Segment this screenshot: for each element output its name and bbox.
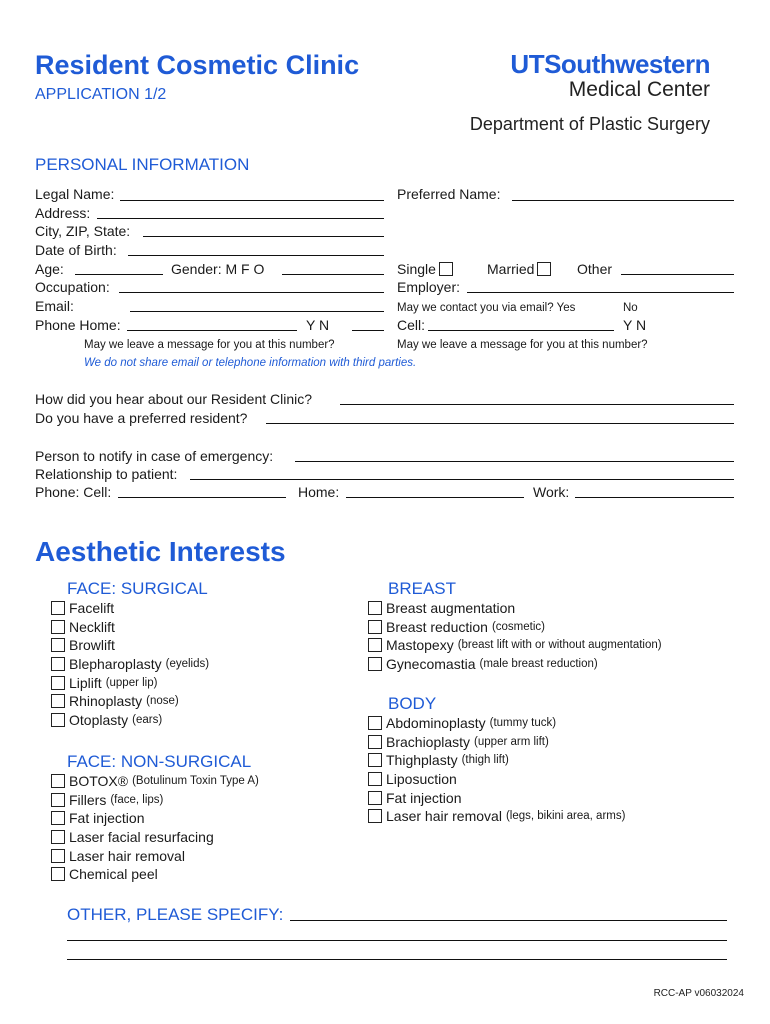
checkbox-option[interactable] (368, 807, 625, 826)
option-note: (upper lip) (105, 676, 158, 689)
checkbox-option[interactable] (51, 711, 209, 730)
checkbox[interactable] (368, 735, 382, 749)
option-label: Chemical peel (69, 866, 158, 883)
face-surgical-heading: FACE: SURGICAL (67, 579, 208, 598)
checkbox[interactable] (368, 753, 382, 767)
checkbox[interactable] (51, 811, 65, 825)
option-label: Laser hair removal (69, 847, 185, 864)
option-note: (tummy tuck) (489, 717, 557, 730)
option-label: Breast reduction (386, 618, 488, 635)
option-label: Gynecomastia (386, 656, 476, 673)
checkbox-option[interactable] (51, 599, 209, 618)
breast-list (368, 599, 662, 673)
employer-field[interactable] (467, 292, 734, 293)
dob-label: Date of Birth: (35, 242, 117, 258)
checkbox[interactable] (51, 830, 65, 844)
option-label: Facelift (69, 600, 115, 617)
phone-cell-label: Phone: Cell: (35, 484, 112, 500)
option-note: (Botulinum Toxin Type A) (132, 775, 259, 788)
city-label: City, ZIP, State: (35, 223, 131, 239)
dob-field[interactable] (128, 255, 384, 256)
checkbox[interactable] (368, 638, 382, 652)
checkbox[interactable] (51, 657, 65, 671)
option-label: Fat injection (386, 789, 462, 806)
other-specify-line-3[interactable] (67, 959, 727, 960)
option-label: Browlift (69, 637, 115, 654)
option-label: Mastopexy (386, 637, 454, 654)
checkbox-option[interactable] (51, 655, 209, 674)
phone-home-field[interactable] (127, 330, 297, 331)
option-label: Fillers (69, 791, 107, 808)
contact-email-question[interactable]: May we contact you via email? Yes (397, 302, 576, 314)
checkbox[interactable] (368, 716, 382, 730)
option-label: Blepharoplasty (69, 656, 162, 673)
checkbox-option[interactable] (368, 751, 625, 770)
checkbox-option[interactable] (368, 599, 662, 618)
gender-line (282, 274, 384, 275)
checkbox-option[interactable] (51, 692, 209, 711)
checkbox[interactable] (368, 809, 382, 823)
occupation-field[interactable] (119, 292, 384, 293)
age-label: Age: (35, 261, 64, 277)
checkbox[interactable] (368, 657, 382, 671)
logo-subname: Medical Center (568, 78, 710, 101)
legal-name-field[interactable] (120, 200, 384, 201)
preferred-name-label: Preferred Name: (397, 186, 501, 202)
checkbox[interactable] (368, 620, 382, 634)
married-checkbox[interactable] (537, 262, 551, 276)
age-field[interactable] (75, 274, 163, 275)
aesthetic-heading: Aesthetic Interests (35, 536, 286, 567)
checkbox-option[interactable] (51, 828, 259, 847)
department-name: Department of Plastic Surgery (469, 114, 710, 134)
option-note: (ears) (132, 713, 163, 726)
checkbox[interactable] (51, 793, 65, 807)
option-label: Liplift (69, 674, 102, 691)
checkbox-option[interactable] (51, 673, 209, 692)
option-label: Rhinoplasty (69, 693, 143, 710)
option-label: Otoplasty (69, 711, 129, 728)
preferred-resident-field[interactable] (266, 423, 734, 424)
email-label: Email: (35, 298, 74, 314)
option-label: Liposuction (386, 771, 457, 788)
checkbox[interactable] (51, 867, 65, 881)
message-home-question: May we leave a message for you at this number? (84, 339, 335, 351)
other-specify-heading: OTHER, PLEASE SPECIFY: (67, 905, 284, 924)
institution-logo (510, 50, 710, 102)
checkbox-option[interactable] (51, 865, 259, 884)
option-label: Brachioplasty (386, 733, 471, 750)
checkbox-option[interactable] (51, 772, 259, 791)
hear-about-field[interactable] (340, 404, 734, 405)
checkbox-option[interactable] (368, 788, 625, 807)
option-label: Necklift (69, 618, 115, 635)
home-label: Home: (298, 484, 340, 500)
option-label: Thighplasty (386, 752, 458, 769)
address-label: Address: (35, 205, 91, 221)
face-nonsurgical-heading: FACE: NON-SURGICAL (67, 752, 252, 771)
checkbox[interactable] (51, 713, 65, 727)
checkbox-option[interactable] (51, 791, 259, 810)
option-label: BOTOX® (69, 773, 129, 790)
checkbox-option[interactable] (368, 770, 625, 789)
page-title: Resident Cosmetic Clinic (35, 50, 360, 80)
option-label: Laser facial resurfacing (69, 829, 214, 846)
checkbox-option[interactable] (368, 733, 625, 752)
phone-home-line-end (352, 330, 384, 331)
gender-options[interactable]: Gender: M F O (171, 261, 265, 277)
checkbox-option[interactable] (368, 714, 625, 733)
personal-info-heading: PERSONAL INFORMATION (35, 155, 250, 174)
option-label: Breast augmentation (386, 600, 516, 617)
checkbox[interactable] (51, 676, 65, 690)
email-field[interactable] (130, 311, 384, 312)
phone-home-yn[interactable]: Y N (306, 317, 330, 333)
option-label: Abdominoplasty (386, 715, 486, 732)
checkbox[interactable] (368, 791, 382, 805)
option-note: (nose) (146, 695, 179, 708)
body-list (368, 714, 625, 826)
checkbox-option[interactable] (51, 846, 259, 865)
option-note: (eyelids) (165, 658, 210, 671)
relationship-field[interactable] (190, 479, 734, 480)
married-option[interactable] (487, 260, 555, 278)
breast-heading: BREAST (388, 579, 457, 598)
phone-home-label: Phone Home: (35, 317, 121, 333)
emergency-contact-field[interactable] (295, 461, 734, 462)
other-specify-line-2[interactable] (67, 940, 727, 941)
checkbox[interactable] (51, 601, 65, 615)
option-note: (legs, bikini area, arms) (505, 810, 626, 823)
checkbox-option[interactable] (368, 636, 662, 655)
single-checkbox[interactable] (439, 262, 453, 276)
phone-cell-field[interactable] (118, 497, 286, 498)
checkbox[interactable] (368, 772, 382, 786)
option-note: (male breast reduction) (479, 658, 598, 671)
cell-yn[interactable]: Y N (623, 317, 647, 333)
face-surgical-list (51, 599, 209, 729)
option-note: (thigh lift) (461, 754, 509, 767)
checkbox[interactable] (51, 774, 65, 788)
address-field[interactable] (97, 218, 384, 219)
checkbox[interactable] (51, 638, 65, 652)
other-status-field[interactable] (621, 274, 734, 275)
option-note: (face, lips) (110, 793, 164, 806)
married-label: Married (487, 261, 535, 277)
other-specify-field[interactable] (290, 920, 727, 921)
body-heading: BODY (388, 694, 437, 713)
cell-label: Cell: (397, 317, 426, 333)
other-status-label: Other (577, 261, 613, 277)
page-subtitle: APPLICATION 1/2 (35, 86, 167, 103)
checkbox-option[interactable] (368, 655, 662, 674)
city-field[interactable] (143, 236, 384, 237)
checkbox-option[interactable] (368, 618, 662, 637)
checkbox[interactable] (51, 620, 65, 634)
option-note: (breast lift with or without augmentation) (457, 639, 662, 652)
relationship-label: Relationship to patient: (35, 466, 178, 482)
option-note: (upper arm lift) (474, 735, 549, 748)
single-label: Single (397, 261, 436, 277)
preferred-resident-label: Do you have a preferred resident? (35, 410, 248, 426)
face-nonsurgical-list (51, 772, 259, 884)
emergency-contact-label: Person to notify in case of emergency: (35, 448, 274, 464)
option-label: Fat injection (69, 810, 145, 827)
checkbox[interactable] (51, 694, 65, 708)
work-phone-field[interactable] (575, 497, 734, 498)
single-option[interactable] (397, 260, 457, 278)
checkbox-option[interactable] (51, 618, 209, 637)
logo-name: UTSouthwestern (510, 49, 710, 79)
legal-name-label: Legal Name: (35, 186, 115, 202)
option-note: (cosmetic) (491, 620, 545, 633)
occupation-label: Occupation: (35, 279, 110, 295)
cell-field[interactable] (428, 330, 614, 331)
preferred-name-field[interactable] (512, 200, 734, 201)
checkbox-option[interactable] (51, 636, 209, 655)
checkbox-option[interactable] (51, 809, 259, 828)
option-label: Laser hair removal (386, 808, 502, 825)
employer-label: Employer: (397, 279, 461, 295)
hear-about-label: How did you hear about our Resident Clinic? (35, 391, 313, 407)
message-cell-question: May we leave a message for you at this number? (397, 339, 648, 351)
checkbox[interactable] (368, 601, 382, 615)
work-label: Work: (533, 484, 570, 500)
checkbox[interactable] (51, 849, 65, 863)
privacy-note: We do not share email or telephone information with third parties. (84, 357, 417, 369)
contact-email-no[interactable]: No (623, 302, 638, 314)
form-version-code: RCC-AP v06032024 (653, 988, 744, 999)
home-phone-field[interactable] (346, 497, 524, 498)
